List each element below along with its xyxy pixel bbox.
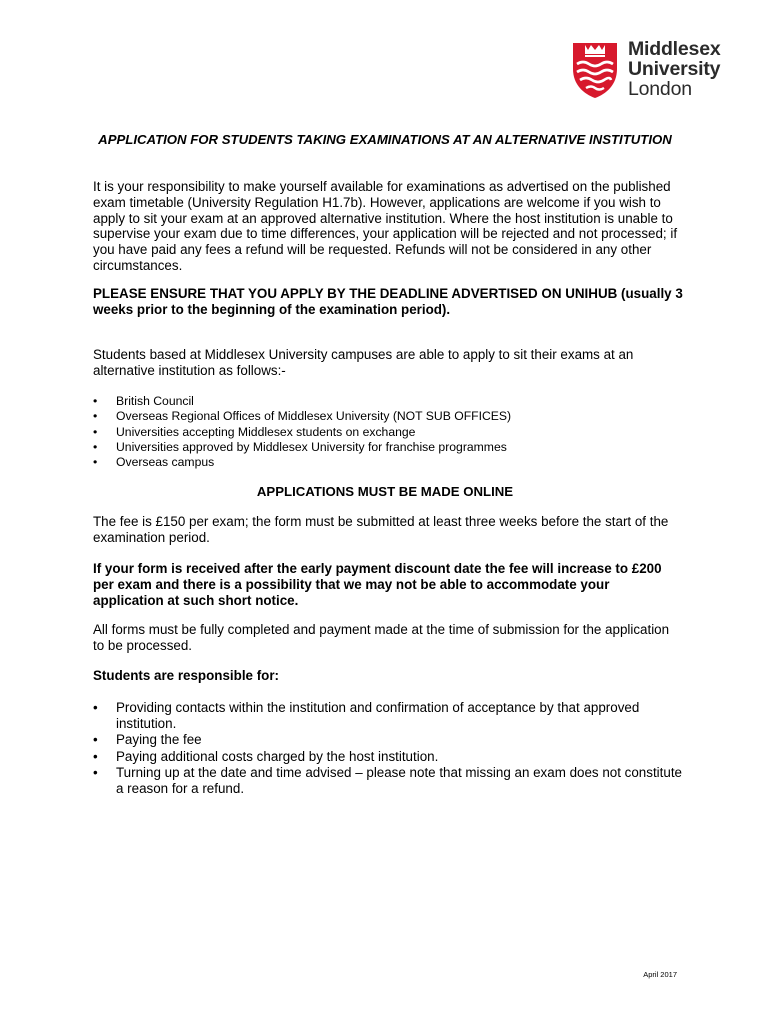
responsibilities-heading: Students are responsible for: — [93, 668, 280, 683]
list-item: • Overseas Regional Offices of Middlesex University (NOT SUB OFFICES) — [93, 409, 683, 424]
late-fee-notice: If your form is received after the early payment discount date the fee will increase to £200 per exam and there is a possibility that we may not be able to accommodate your application at such short notice. — [93, 561, 662, 608]
fee-paragraph: The fee is £150 per exam; the form must be submitted at least three weeks before the start of the examination period. — [93, 514, 669, 545]
logo-line-3: London — [628, 78, 692, 100]
logo-line-1: Middlesex — [628, 38, 721, 60]
crest-icon — [571, 39, 619, 99]
deadline-notice: PLEASE ENSURE THAT YOU APPLY BY THE DEADLINE ADVERTISED ON UNIHUB (usually 3 weeks prior to the beginning of the examination period). — [93, 286, 683, 317]
responsibilities-list — [93, 700, 683, 797]
list-item: • Paying the fee — [93, 732, 683, 748]
list-item: • Turning up at the date and time advised – please note that missing an exam does not constitute a reason for a refund. — [93, 765, 683, 797]
campus-intro-paragraph: Students based at Middlesex University campuses are able to apply to sit their exams at an alternative institution as follows:- — [93, 347, 634, 378]
list-item: • Providing contacts within the institution and confirmation of acceptance by that approved institution. — [93, 700, 683, 732]
list-item: • Universities accepting Middlesex students on exchange — [93, 425, 683, 440]
list-item: • Paying additional costs charged by the host institution. — [93, 749, 683, 765]
forms-paragraph: All forms must be fully completed and payment made at the time of submission for the application to be processed. — [93, 622, 670, 653]
university-logo — [571, 39, 731, 101]
online-heading: APPLICATIONS MUST BE MADE ONLINE — [256, 484, 514, 499]
logo-line-2: University — [628, 58, 721, 80]
logo-wordmark — [628, 39, 720, 99]
document-title: APPLICATION FOR STUDENTS TAKING EXAMINATIONS AT AN ALTERNATIVE INSTITUTION — [98, 132, 672, 147]
institution-list — [93, 394, 683, 470]
list-item: • Overseas campus — [93, 455, 683, 470]
footer-date: April 2017 — [643, 970, 677, 979]
list-item: • Universities approved by Middlesex University for franchise programmes — [93, 440, 683, 455]
intro-paragraph: It is your responsibility to make yourself available for examinations as advertised on the published exam timetable (University Regulation H1.7b). However, applications are welcome if you wish to apply to sit your exam at an approved alternative institution. Where the host institution is unable to supervise your exam due to time differences, your application will be rejected and not processed; if you have paid any fees a refund will be requested. Refunds will not be considered in any other circumstances. — [93, 179, 678, 273]
list-item: • British Council — [93, 394, 683, 409]
